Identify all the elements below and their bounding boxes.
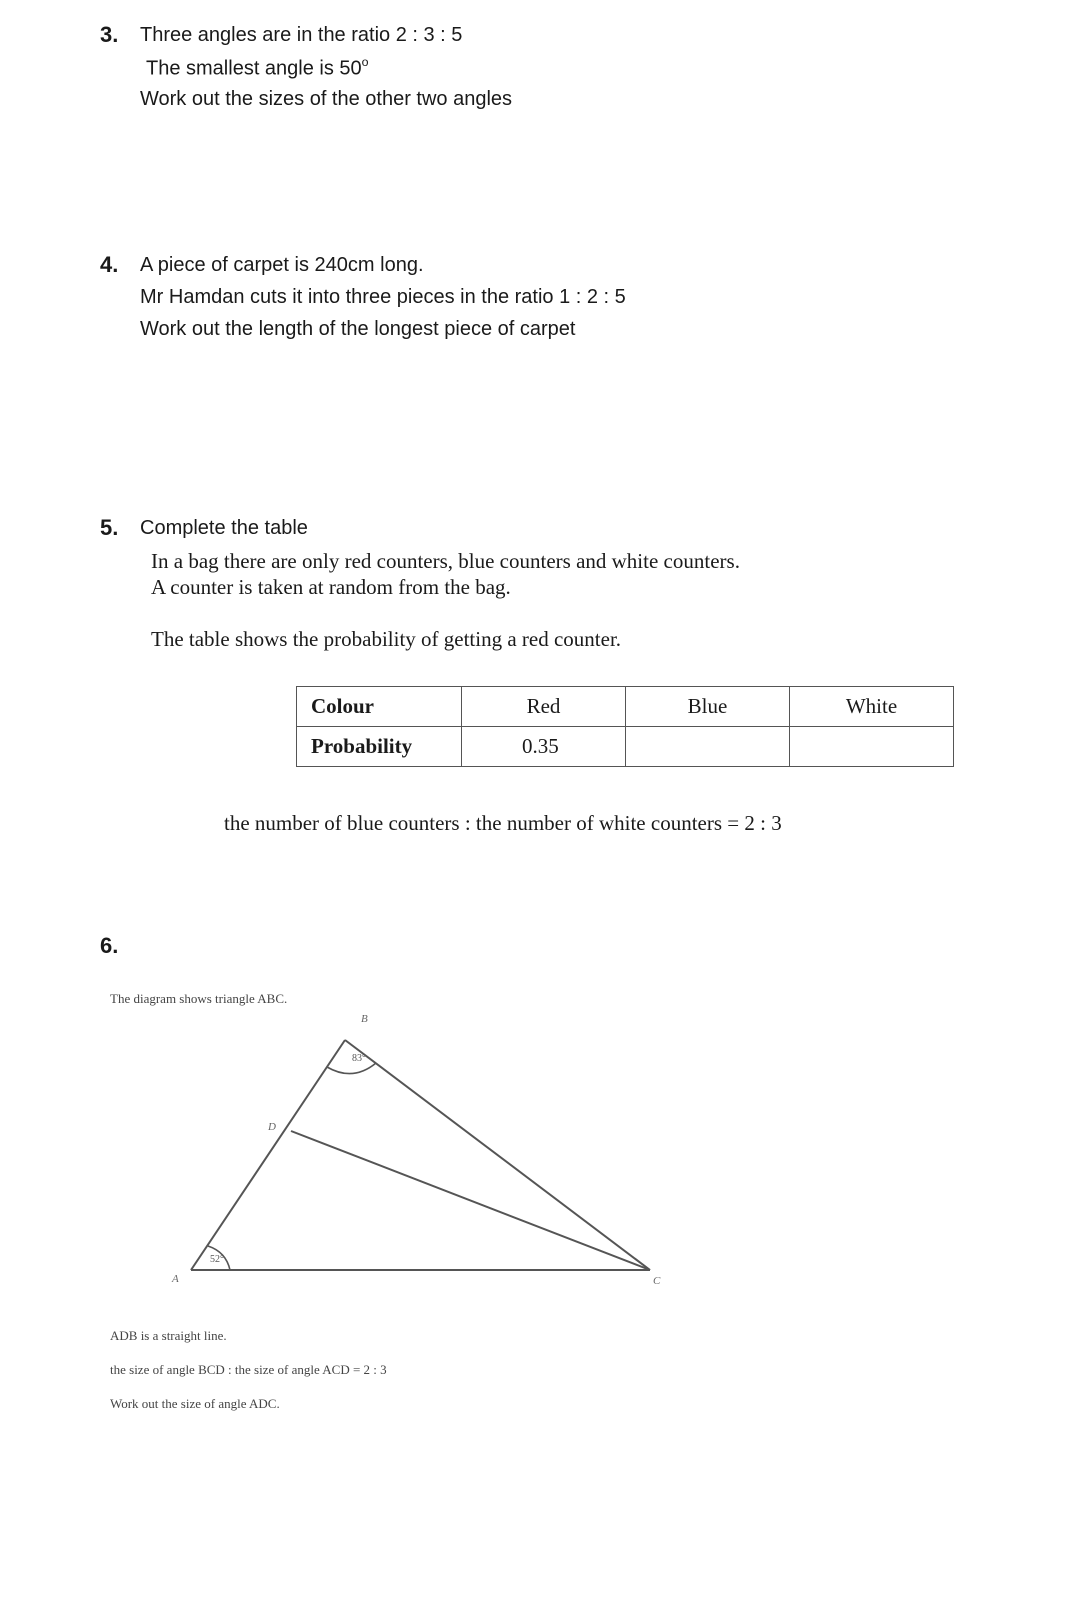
segment-dc [291, 1131, 650, 1270]
question-3-line-1: Three angles are in the ratio 2 : 3 : 5 [140, 24, 463, 46]
question-5-heading: Complete the table [140, 517, 308, 539]
table-header-probability: Probability [297, 727, 462, 767]
question-3-line-2-text: The smallest angle is 50 [146, 57, 362, 80]
question-5-line-2: A counter is taken at random from the bag. [151, 575, 511, 599]
question-4-line-2: Mr Hamdan cuts it into three pieces in the ratio 1 : 2 : 5 [140, 286, 626, 308]
table-cell-red: Red [462, 687, 626, 727]
table-cell-red-probability: 0.35 [462, 727, 626, 767]
table-cell-white: White [790, 687, 954, 727]
vertex-label-b: B [361, 1013, 368, 1025]
question-4-number: 4. [100, 252, 119, 277]
table-header-colour: Colour [297, 687, 462, 727]
angle-a-label: 52° [210, 1254, 224, 1265]
angle-b-label: 83° [352, 1053, 366, 1064]
side-ab [191, 1040, 345, 1270]
table-cell-blue: Blue [626, 687, 790, 727]
vertex-label-a: A [172, 1273, 179, 1285]
question-6-number: 6. [100, 933, 119, 958]
question-5-line-3: The table shows the probability of getting a red counter. [151, 627, 622, 651]
question-3-line-3: Work out the sizes of the other two angles [140, 88, 513, 110]
degree-superscript: o [361, 54, 369, 69]
question-6-line-1: ADB is a straight line. [110, 1328, 227, 1343]
vertex-label-c: C [653, 1275, 661, 1287]
question-4-line-3: Work out the length of the longest piece of carpet [140, 318, 576, 340]
question-5-ratio-line: the number of blue counters : the number of white counters = 2 : 3 [224, 811, 782, 835]
vertex-label-d: D [268, 1121, 276, 1133]
angle-b-arc [327, 1063, 376, 1074]
question-6-line-2: the size of angle BCD : the size of angle ACD = 2 : 3 [110, 1362, 387, 1377]
side-bc [345, 1040, 650, 1270]
question-5-number: 5. [100, 515, 119, 540]
question-3-number: 3. [100, 22, 119, 47]
question-4-line-1: A piece of carpet is 240cm long. [140, 254, 424, 276]
question-6-intro: The diagram shows triangle ABC. [110, 991, 288, 1006]
question-5-line-1: In a bag there are only red counters, blue counters and white counters. [151, 549, 740, 573]
question-6-line-3: Work out the size of angle ADC. [110, 1396, 280, 1411]
